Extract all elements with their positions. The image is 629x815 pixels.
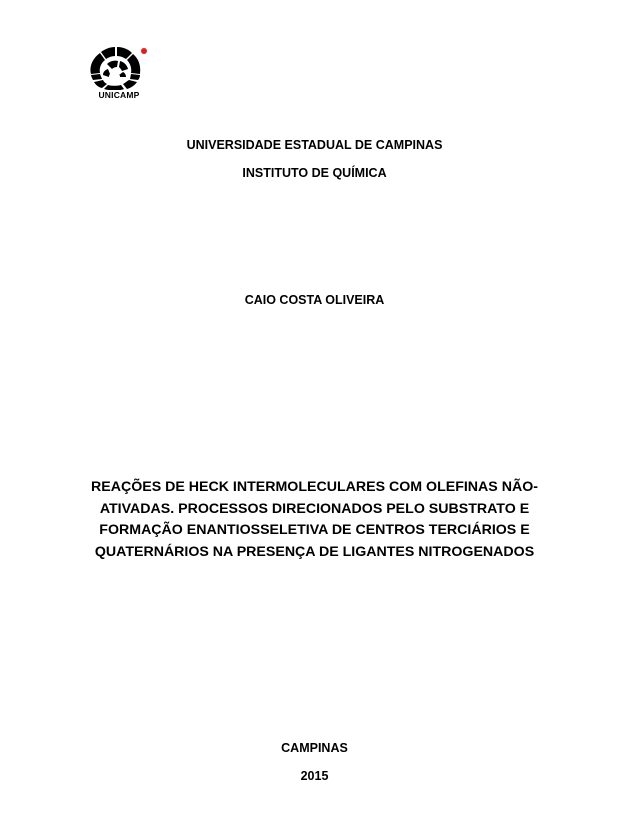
institute-name: INSTITUTO DE QUÍMICA — [242, 166, 387, 180]
city-name: CAMPINAS — [281, 741, 348, 755]
author-name: CAIO COSTA OLIVEIRA — [244, 293, 385, 307]
title-line: REAÇÕES DE HECK INTERMOLECULARES COM OLEFINAS NÃO- — [91, 479, 538, 495]
logo-text: UNICAMP — [98, 90, 140, 100]
unicamp-emblem-icon — [83, 44, 155, 90]
title-line: FORMAÇÃO ENANTIOSSELETIVA DE CENTROS TERCIÁRIOS E — [99, 522, 530, 538]
red-dot-icon — [141, 48, 147, 54]
year: 2015 — [300, 769, 329, 783]
title-line: ATIVADAS. PROCESSOS DIRECIONADOS PELO SUBSTRATO E — [99, 500, 530, 517]
title-line: QUATERNÁRIOS NA PRESENÇA DE LIGANTES NITROGENADOS — [94, 543, 535, 560]
thesis-title — [60, 477, 569, 563]
unicamp-logo — [83, 44, 155, 104]
university-name: UNIVERSIDADE ESTADUAL DE CAMPINAS — [186, 138, 443, 152]
